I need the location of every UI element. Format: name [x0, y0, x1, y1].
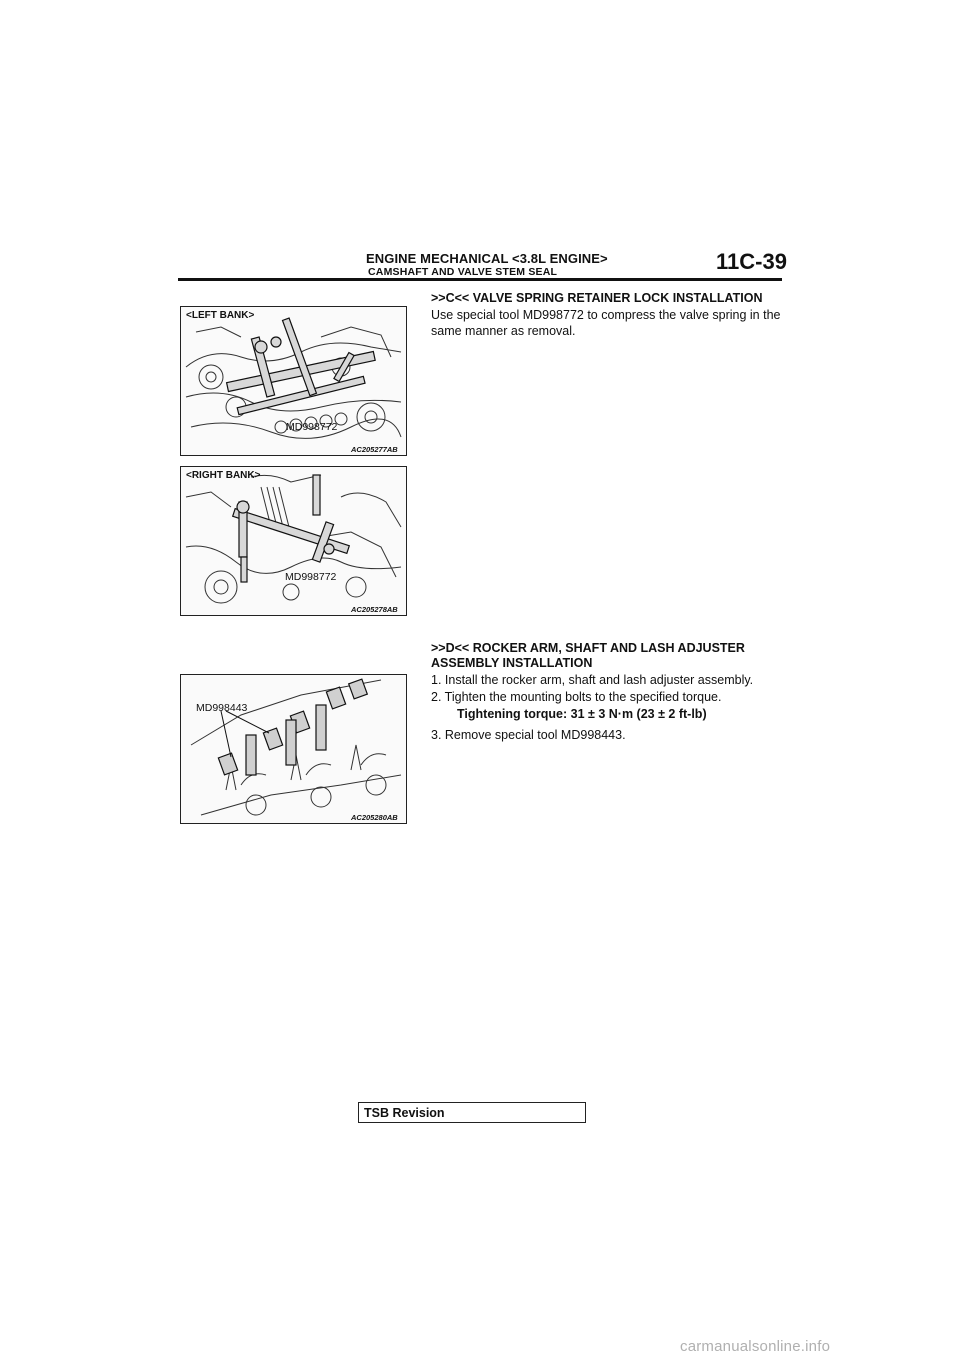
- tightening-torque: Tightening torque: 31 ± 3 N·m (23 ± 2 ft-lb): [457, 707, 707, 721]
- figure-right-bank-code: AC205278AB: [351, 605, 398, 614]
- section-c-body-line2: same manner as removal.: [431, 324, 576, 338]
- figure-right-bank: [180, 466, 407, 616]
- section-c-body-line1: Use special tool MD998772 to compress the valve spring in the: [431, 308, 781, 322]
- page-number: 11C-39: [716, 249, 787, 274]
- tsb-revision-label: TSB Revision: [364, 1106, 445, 1120]
- figure-rocker-arm-tool: MD998443: [196, 702, 248, 714]
- section-d-heading-line1: >>D<< ROCKER ARM, SHAFT AND LASH ADJUSTER: [431, 641, 745, 655]
- header-subtitle: CAMSHAFT AND VALVE STEM SEAL: [368, 266, 558, 278]
- section-d-step-2: 2. Tighten the mounting bolts to the specified torque.: [431, 690, 722, 704]
- rocker-arm-illustration: [181, 675, 406, 823]
- figure-left-bank-tool: MD998772: [286, 421, 338, 433]
- section-d-step-3: 3. Remove special tool MD998443.: [431, 728, 626, 742]
- figure-rocker-arm: [180, 674, 407, 824]
- engine-illustration-right: [181, 467, 406, 615]
- figure-left-bank-label: <LEFT BANK>: [186, 310, 255, 321]
- watermark: carmanualsonline.info: [680, 1338, 831, 1355]
- figure-right-bank-tool: MD998772: [285, 571, 337, 583]
- figure-left-bank: [180, 306, 407, 456]
- figure-left-bank-code: AC205277AB: [351, 445, 398, 454]
- header-title: ENGINE MECHANICAL <3.8L ENGINE>: [366, 251, 608, 266]
- section-d-heading-line2: ASSEMBLY INSTALLATION: [431, 656, 593, 670]
- figure-rocker-arm-code: AC205280AB: [351, 813, 398, 822]
- section-d-step-1: 1. Install the rocker arm, shaft and lash adjuster assembly.: [431, 673, 754, 687]
- tsb-revision-box: [358, 1102, 586, 1123]
- section-c-heading: >>C<< VALVE SPRING RETAINER LOCK INSTALLATION: [431, 291, 763, 305]
- figure-right-bank-label: <RIGHT BANK>: [186, 470, 261, 481]
- header-divider: [178, 278, 782, 281]
